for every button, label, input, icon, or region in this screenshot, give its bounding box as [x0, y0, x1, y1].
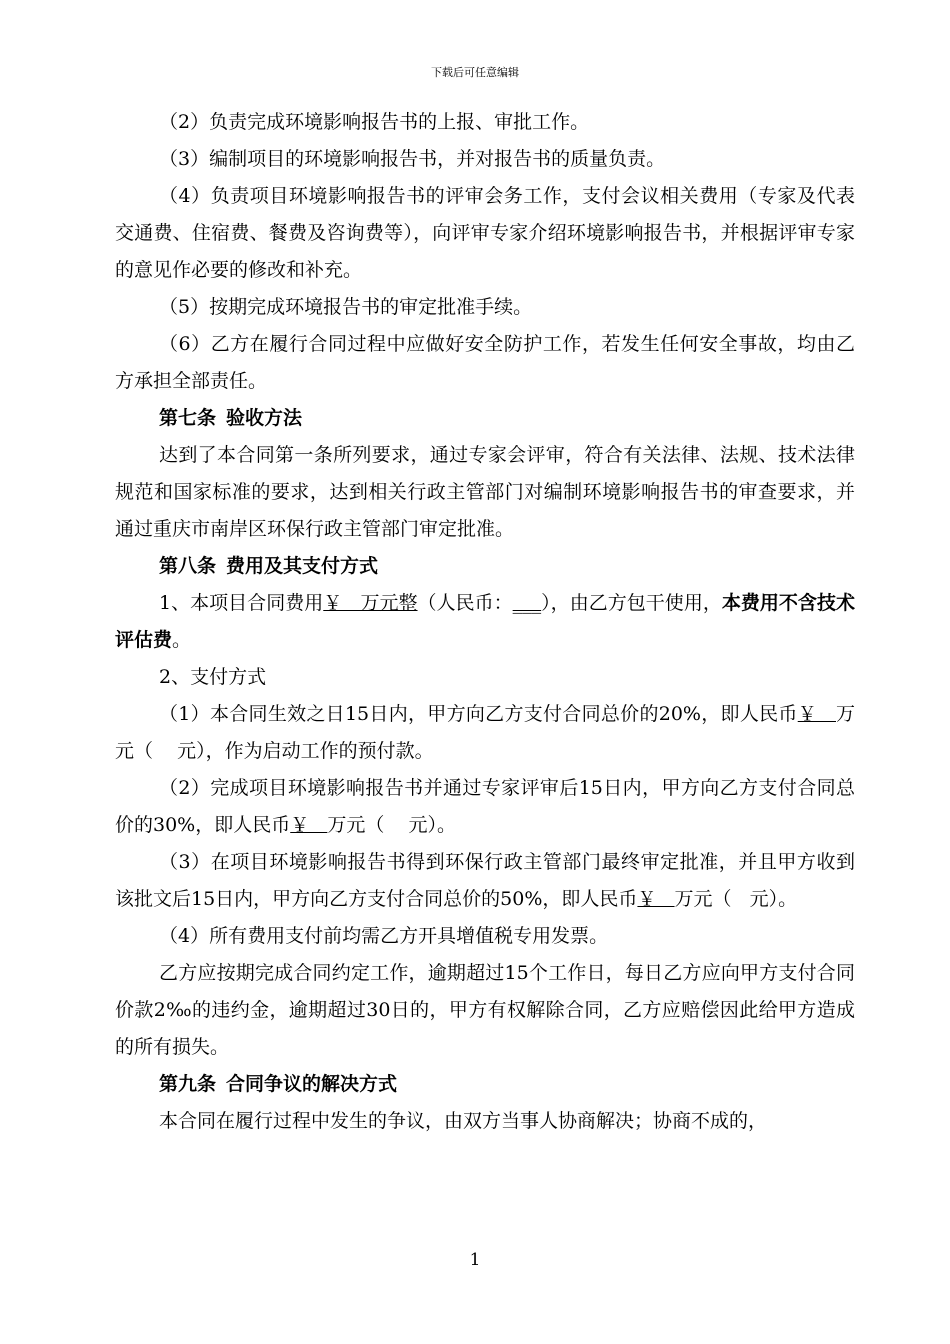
fee-exclusion-note: 本费用不含技术评估费: [115, 592, 855, 651]
fee-rmb-label: （人民币：: [417, 592, 513, 614]
page-number: 1: [469, 1250, 481, 1270]
article-8-heading: [115, 548, 855, 585]
paragraph-duty-6: （6）乙方在履行合同过程中应做好安全防护工作，若发生任何安全事故，均由乙方承担全部责任。: [115, 333, 855, 392]
article-9-number: 第九条: [159, 1073, 217, 1095]
paragraph-penalty: 乙方应按期完成合同约定工作，逾期超过15个工作日，每日乙方应向甲方支付合同价款2‰的违约金，逾期超过30日的，甲方有权解除合同，乙方应赔偿因此给甲方造成的所有损失。: [115, 962, 855, 1058]
payment-3-text-2: 万元（ 元）。: [674, 888, 798, 910]
article-9-title: 合同争议的解决方式: [226, 1073, 398, 1095]
paragraph-duty-5: （5）按期完成环境报告书的审定批准手续。: [159, 296, 533, 318]
fee-text-end: 。: [172, 629, 192, 651]
paragraph-payment-method: 2、支付方式: [159, 666, 267, 688]
document-body: [115, 104, 855, 1140]
article-9-heading: [115, 1066, 855, 1103]
article-7-number: 第七条: [159, 407, 217, 429]
payment-2-amount-blank: ￥: [290, 814, 328, 836]
paragraph-acceptance: 达到了本合同第一条所列要求，通过专家会评审，符合有关法律、法规、技术法律规范和国家标准的要求，达到相关行政主管部门对编制环境影响报告书的审查要求，并通过重庆市南岸区环保行政主管部门审定批准。: [115, 444, 855, 540]
payment-1-text: （1）本合同生效之日15日内，甲方向乙方支付合同总价的20%，即人民币: [159, 703, 798, 725]
paragraph-payment-3: [115, 844, 855, 918]
article-7-heading: [115, 400, 855, 437]
paragraph-payment-1: [115, 696, 855, 770]
fee-text-2: ），由乙方包干使用，: [541, 592, 722, 614]
paragraph-duty-2: （2）负责完成环境影响报告书的上报、审批工作。: [159, 111, 590, 133]
fee-rmb-blank: ___: [512, 592, 542, 614]
article-7-title: 验收方法: [226, 407, 303, 429]
payment-3-text: （3）在项目环境影响报告书得到环保行政主管部门最终审定批准，并且甲方收到该批文后15日内，甲方向乙方支付合同总价的50%，即人民币: [115, 851, 855, 910]
payment-1-text-2: 万元（ 元），作为启动工作的预付款。: [115, 703, 856, 762]
paragraph-payment-4: （4）所有费用支付前均需乙方开具增值税专用发票。: [159, 925, 609, 947]
payment-2-text-2: 万元（ 元）。: [327, 814, 457, 836]
page-header: 下载后可任意编辑: [431, 66, 519, 79]
payment-3-amount-blank: ￥: [637, 888, 675, 910]
payment-1-amount-blank: ￥: [797, 703, 836, 725]
paragraph-dispute: 本合同在履行过程中发生的争议，由双方当事人协商解决；协商不成的，: [159, 1110, 768, 1132]
article-8-title: 费用及其支付方式: [226, 555, 379, 577]
paragraph-duty-3: （3）编制项目的环境影响报告书，并对报告书的质量负责。: [159, 148, 666, 170]
fee-text: 1、本项目合同费用: [159, 592, 324, 614]
fee-amount-blank: ￥ 万元整: [323, 592, 418, 614]
paragraph-payment-2: [115, 770, 855, 844]
paragraph-duty-4: （4）负责项目环境影响报告书的评审会务工作，支付会议相关费用（专家及代表交通费、住宿费、餐费及咨询费等），向评审专家介绍环境影响报告书，并根据评审专家的意见作必要的修改和补充。: [115, 185, 855, 281]
payment-2-text: （2）完成项目环境影响报告书并通过专家评审后15日内，甲方向乙方支付合同总价的30%，即人民币: [115, 777, 855, 836]
article-8-number: 第八条: [159, 555, 217, 577]
paragraph-contract-fee: [115, 585, 855, 659]
